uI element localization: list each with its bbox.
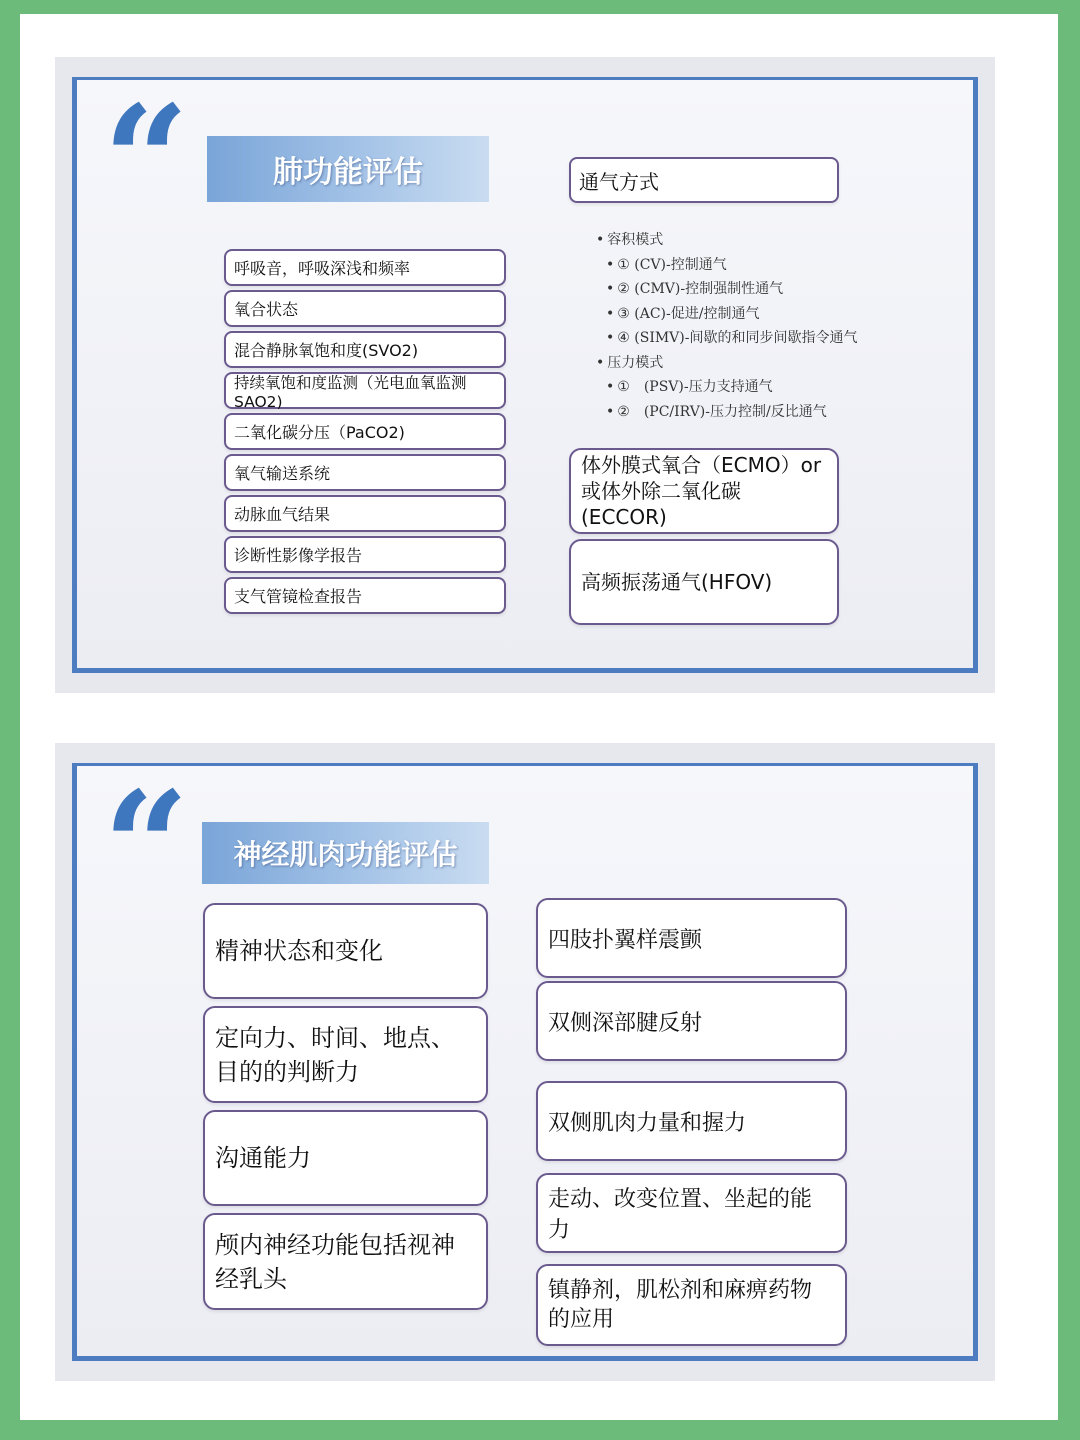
assessment-item: 沟通能力: [203, 1110, 488, 1206]
slide-frame: [72, 73, 978, 673]
assessment-item: 混合静脉氧饱和度(SVO2): [224, 331, 506, 368]
list-item: • ③ (AC)-促进/控制通气: [606, 305, 760, 322]
slide-frame: [72, 759, 978, 1361]
assessment-item: 支气管镜检查报告: [224, 577, 506, 614]
slide-title: 肺功能评估: [207, 136, 489, 202]
assessment-item: 动脉血气结果: [224, 495, 506, 532]
list-item: • ② (CMV)-控制强制性通气: [606, 281, 784, 297]
list-item: • ① (CV)-控制通气: [606, 256, 727, 273]
assessment-item: 四肢扑翼样震颤: [536, 898, 847, 978]
ecmo-box: 体外膜式氧合（ECMO）or或体外除二氧化碳(ECCOR): [569, 448, 839, 534]
hfov-box: 高频振荡通气(HFOV): [569, 539, 839, 625]
assessment-item: 诊断性影像学报告: [224, 536, 506, 573]
list-item: • 容积模式: [596, 232, 664, 248]
assessment-item: 呼吸音，呼吸深浅和频率: [224, 249, 506, 286]
assessment-item: 双侧深部腱反射: [536, 981, 847, 1061]
assessment-item: 氧合状态: [224, 290, 506, 327]
assessment-item: 走动、改变位置、坐起的能力: [536, 1173, 847, 1253]
assessment-item: 镇静剂，肌松剂和麻痹药物的应用: [536, 1264, 847, 1346]
assessment-item: 精神状态和变化: [203, 903, 488, 999]
volume-mode-label: 容积模式: [607, 232, 664, 248]
ventilation-title: 通气方式: [569, 157, 839, 203]
ventilation-mode-list: [596, 228, 858, 424]
assessment-item: 定向力、时间、地点、目的的判断力: [203, 1006, 488, 1103]
assessment-item: 持续氧饱和度监测（光电血氧监测SAO2): [224, 372, 506, 409]
list-item: • ② (PC/IRV)-压力控制/反比通气: [606, 403, 827, 420]
quote-mark-icon: “: [103, 759, 190, 935]
list-item: • ① (PSV)-压力支持通气: [606, 379, 773, 395]
assessment-item: 双侧肌肉力量和握力: [536, 1081, 847, 1161]
slide-lung-assessment: [55, 57, 995, 693]
quote-mark-icon: “: [103, 73, 190, 249]
assessment-item: 颅内神经功能包括视神经乳头: [203, 1213, 488, 1310]
list-item: • 压力模式: [596, 354, 664, 371]
list-item: • ④ (SIMV)-间歇的和同步间歇指令通气: [606, 330, 858, 346]
pressure-mode-label: 压力模式: [607, 354, 664, 371]
slide-title: 神经肌肉功能评估: [202, 822, 489, 884]
slide-neuromuscular-assessment: [55, 743, 995, 1381]
assessment-item: 二氧化碳分压（PaCO2): [224, 413, 506, 450]
assessment-item: 氧气输送系统: [224, 454, 506, 491]
